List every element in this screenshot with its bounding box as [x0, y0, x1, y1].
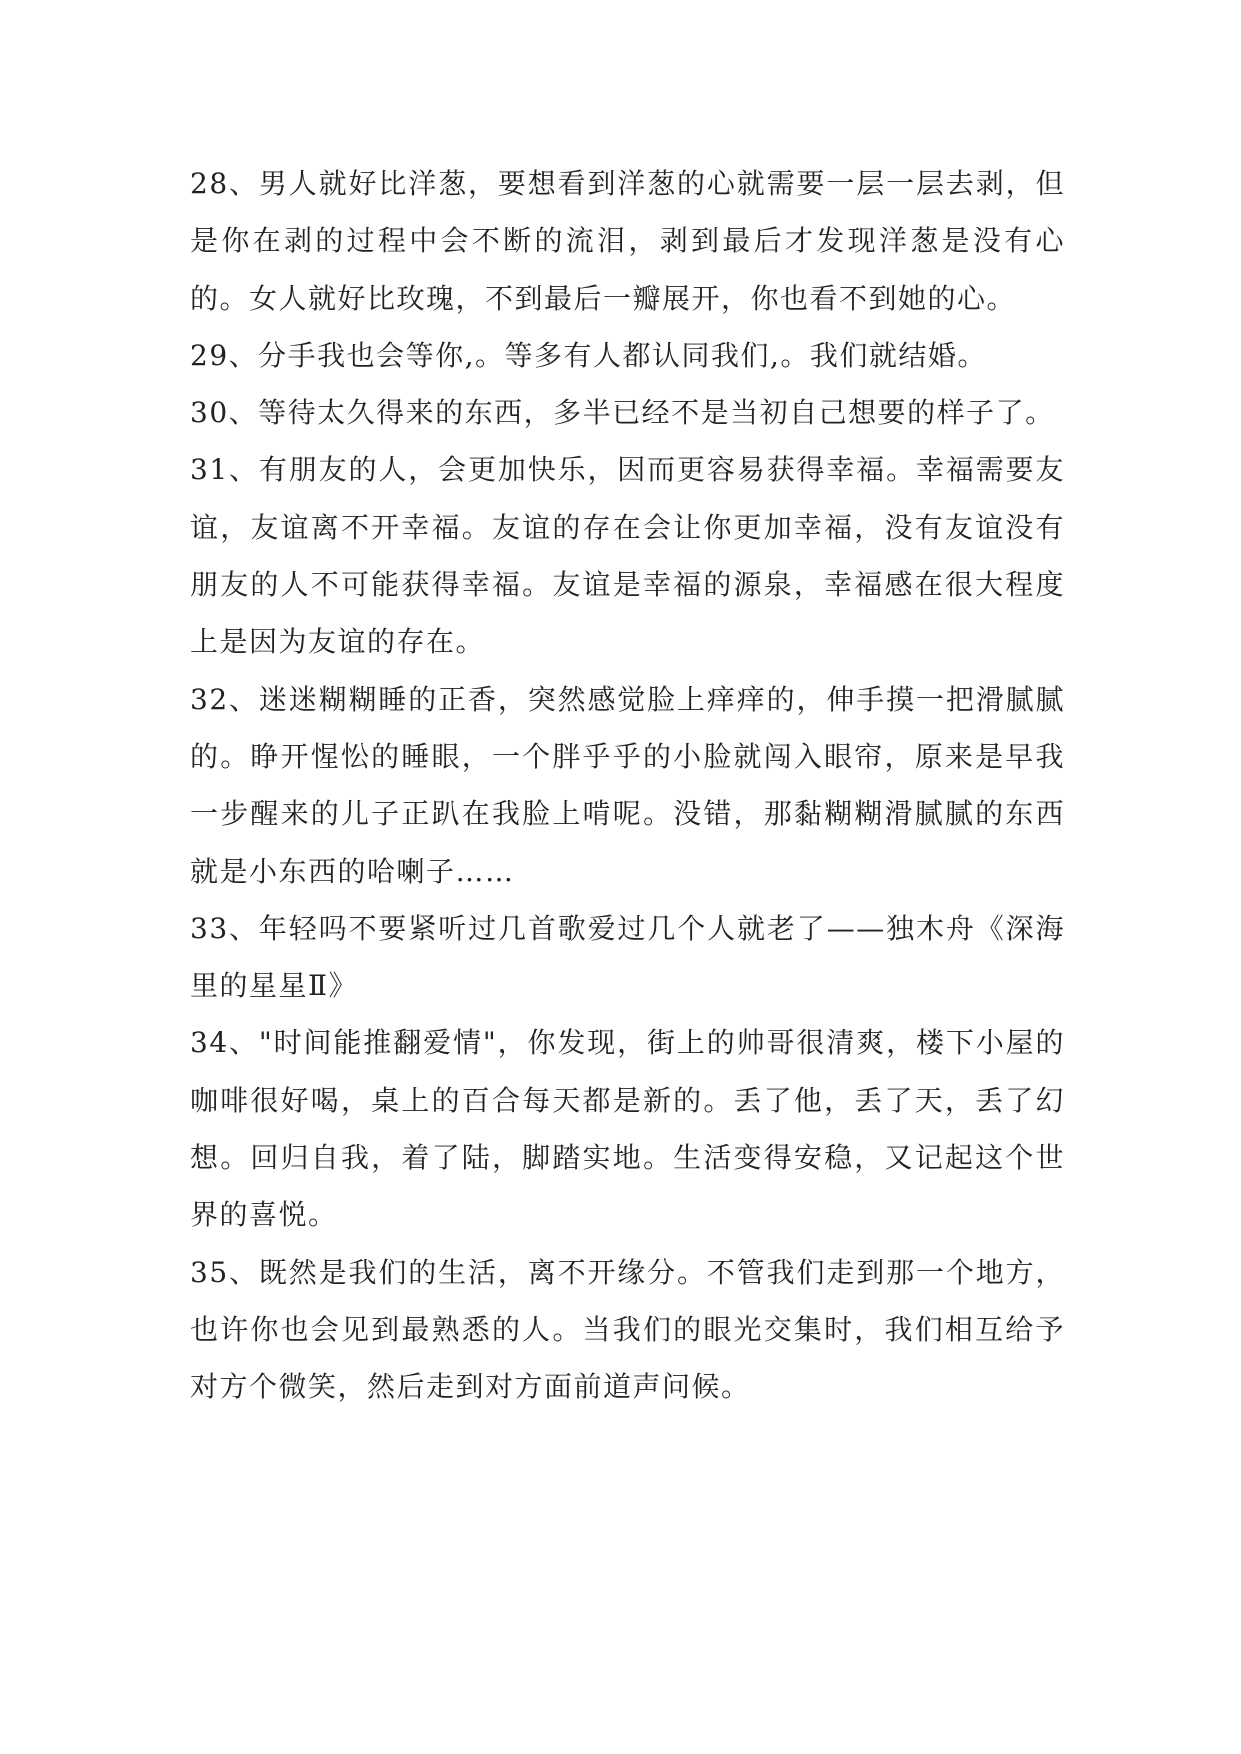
entry-30: 30、等待太久得来的东西，多半已经不是当初自己想要的样子了。	[190, 396, 1055, 430]
entry-32: 32、迷迷糊糊睡的正香，突然感觉脸上痒痒的，伸手摸一把滑腻腻的。睁开惺忪的睡眼，一个胖乎乎的小脸就闯入眼帘，原来是早我一步醒来的儿子正趴在我脸上啃呢。没错，那黏糊糊滑腻腻的东西就是小东西的哈喇子……	[190, 682, 1065, 888]
entry-28: 28、男人就好比洋葱，要想看到洋葱的心就需要一层一层去剥，但是你在剥的过程中会不断的流泪，剥到最后才发现洋葱是没有心的。女人就好比玫瑰，不到最后一瓣展开，你也看不到她的心。	[190, 167, 1065, 315]
entry-33: 33、年轻吗不要紧听过几首歌爱过几个人就老了——独木舟《深海里的星星Ⅱ》	[190, 911, 1065, 1003]
document-body	[190, 155, 1065, 1416]
entry-31: 31、有朋友的人，会更加快乐，因而更容易获得幸福。幸福需要友谊，友谊离不开幸福。友谊的存在会让你更加幸福，没有友谊没有朋友的人不可能获得幸福。友谊是幸福的源泉，幸福感在很大程度上是因为友谊的存在。	[190, 453, 1065, 659]
entry-34: 34、"时间能推翻爱情"，你发现，街上的帅哥很清爽，楼下小屋的咖啡很好喝，桌上的百合每天都是新的。丢了他，丢了天，丢了幻想。回归自我，着了陆，脚踏实地。生活变得安稳，又记起这个世界的喜悦。	[190, 1026, 1065, 1232]
entry-35: 35、既然是我们的生活，离不开缘分。不管我们走到那一个地方，也许你也会见到最熟悉的人。当我们的眼光交集时，我们相互给予对方个微笑，然后走到对方面前道声问候。	[190, 1255, 1065, 1404]
entry-29: 29、分手我也会等你,。等多有人都认同我们,。我们就结婚。	[190, 338, 987, 372]
